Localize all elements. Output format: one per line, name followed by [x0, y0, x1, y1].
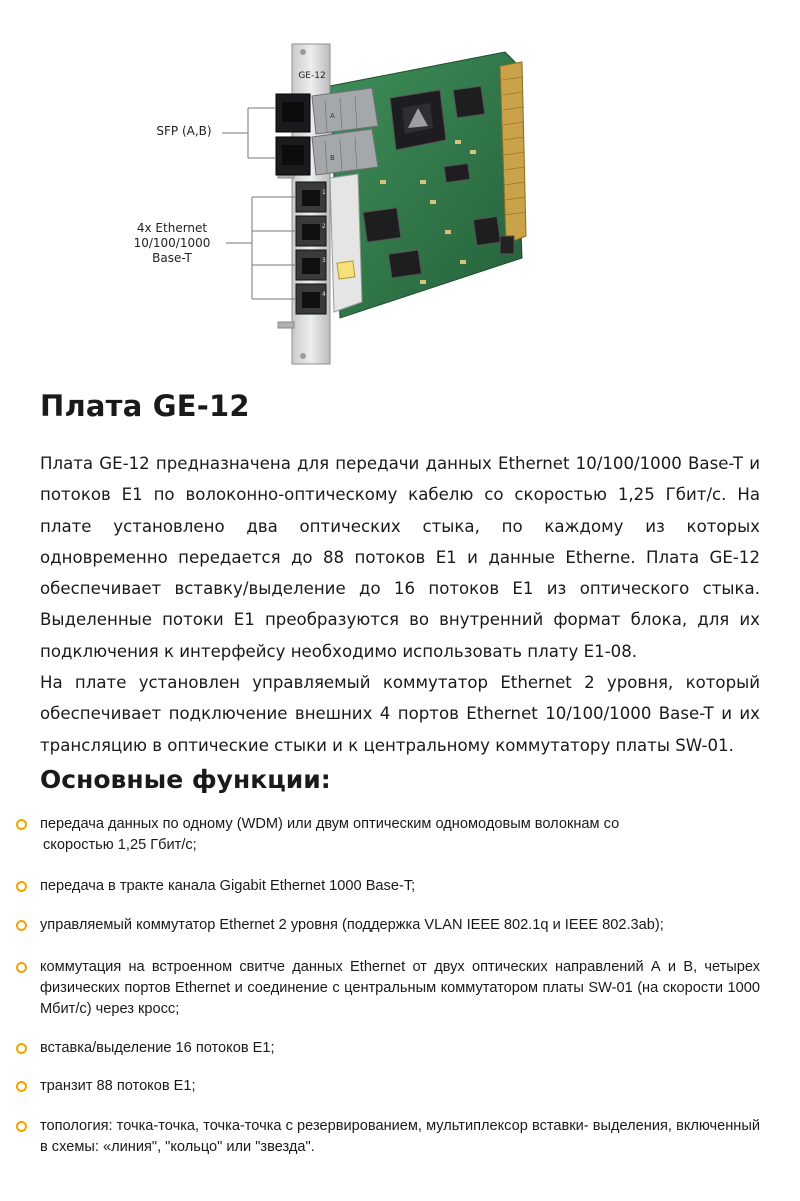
- list-item-text: передача данных по одному (WDM) или двум оптическим одномодовым волокнам со: [40, 816, 620, 832]
- chip-top-right: [453, 86, 485, 118]
- sfp-callout-bracket: [222, 108, 276, 158]
- magnetics-block: [330, 174, 362, 312]
- bullet-icon: [16, 1081, 27, 1092]
- rj45-label-4: 4: [322, 291, 326, 298]
- bullet-icon: [16, 1121, 27, 1132]
- bullet-icon: [16, 962, 27, 973]
- ethernet-callout-line-1: 4x Ethernet: [136, 221, 208, 235]
- rj45-label-3: 3: [322, 257, 326, 264]
- ethernet-callout: [118, 221, 226, 266]
- faceplate-label: GE-12: [298, 71, 326, 81]
- ge12-board-illustration: [0, 0, 800, 380]
- page-title: Плата GE-12: [40, 389, 250, 423]
- list-item: [40, 1076, 760, 1097]
- list-item: [40, 1116, 760, 1158]
- list-item-text: передача в тракте канала Gigabit Ethernet 1000 Base-T;: [40, 878, 416, 894]
- list-item: [40, 814, 760, 856]
- ethernet-callout-bracket: [226, 197, 296, 299]
- list-item: [40, 957, 760, 1020]
- bullet-icon: [16, 881, 27, 892]
- ethernet-callout-line-3: Base-T: [152, 251, 192, 265]
- rj45-label-2: 2: [322, 223, 326, 230]
- ethernet-callout-line-2: 10/100/1000: [133, 236, 211, 250]
- sfp-port-label-a: A: [330, 112, 335, 120]
- list-item: [40, 876, 760, 897]
- description-paragraph-2: На плате установлен управляемый коммутатор Ethernet 2 уровня, который обеспечивает подключение внешних 4 портов Ethernet 10/100/1000 Base-T и их трансляцию в оптические стыки и к центральному коммутатору платы SW-01.: [40, 673, 760, 755]
- list-item-text: топология: точка-точка, точка-точка с резервированием, мультиплексор вставки- выделения, включенный в схемы: «линия", "кольцо" или "звезда".: [40, 1118, 760, 1155]
- rj45-label-1: 1: [322, 189, 326, 196]
- bullet-icon: [16, 819, 27, 830]
- list-item: [40, 915, 760, 936]
- list-item-text: транзит 88 потоков Е1;: [40, 1078, 196, 1094]
- bullet-icon: [16, 920, 27, 931]
- list-item-text: управляемый коммутатор Ethernet 2 уровня (поддержка VLAN IEEE 802.1q и IEEE 802.3ab);: [40, 917, 664, 933]
- description-paragraph-1: Плата GE-12 предназначена для передачи данных Ethernet 10/100/1000 Base-T и потоков Е1 по волоконно-оптическому кабелю со скоростью 1,25 Гбит/с. На плате установлено два оптических стыка, по каждому из которых одновременно передается до 88 потоков Е1 и данные Etherne. Плата GE-12 обеспечивает вставку/выделение до 16 потоков Е1 из оптического стыка. Выделенные потоки Е1 преобразуются во внутренний формат блока, для их подключения к интерфейсу необходимо использовать плату Е1-08.: [40, 454, 760, 661]
- list-item-text: коммутация на встроенном свитче данных Ethernet от двух оптических направлений А и В, четырех физических портов Ethernet и соединение с центральным коммутатором платы SW-01 (на скорости 1000 Мбит/с) через кросс;: [40, 959, 760, 1017]
- sfp-callout: SFP (A,B): [156, 124, 212, 138]
- label-sticker: [337, 261, 355, 279]
- functions-heading: Основные функции:: [40, 765, 331, 794]
- list-item: [40, 1038, 760, 1059]
- bullet-icon: [16, 1043, 27, 1054]
- product-figure: [0, 0, 800, 380]
- list-item-text-continuation: скоростью 1,25 Гбит/с;: [43, 837, 197, 853]
- list-item-text: вставка/выделение 16 потоков Е1;: [40, 1040, 275, 1056]
- description: [40, 448, 760, 761]
- sfp-port-label-b: B: [330, 154, 335, 162]
